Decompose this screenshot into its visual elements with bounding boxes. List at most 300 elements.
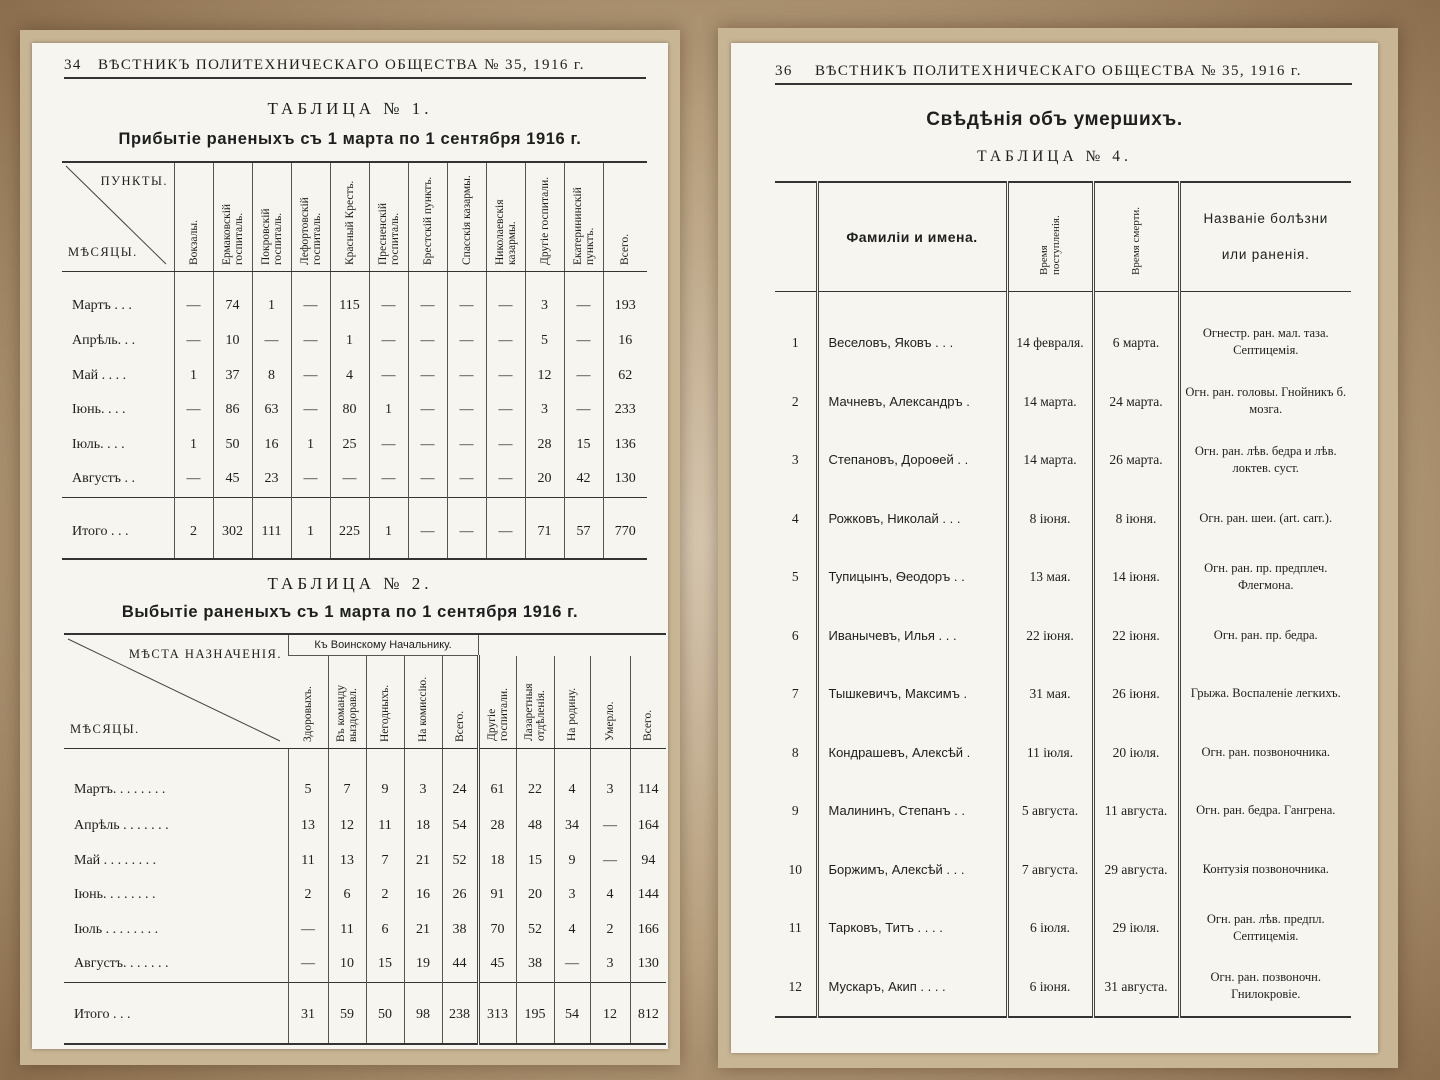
- table-cell: 195: [516, 982, 554, 1044]
- table-cell: —: [369, 324, 408, 359]
- table-cell: —: [590, 844, 630, 879]
- table-row: [775, 957, 1351, 1017]
- table-cell: —: [447, 428, 486, 463]
- cause-of-death: Контузія позвоночника.: [1179, 840, 1351, 899]
- table-cell: 16: [603, 324, 647, 359]
- header-cell: [775, 182, 817, 292]
- table4-header-row: [775, 182, 1351, 292]
- admit-date: 14 марта.: [1007, 431, 1093, 490]
- column-header: [447, 162, 486, 272]
- table-cell: —: [554, 947, 590, 982]
- header-cell: [1179, 182, 1351, 292]
- row-label: Апрѣль. . .: [72, 333, 136, 349]
- table-cell: 302: [213, 497, 252, 559]
- corner-label-top: ПУНКТЫ.: [100, 174, 168, 188]
- table-cell: —: [486, 324, 525, 359]
- table-cell: —: [408, 393, 447, 428]
- column-header: [328, 656, 366, 749]
- row-number: 2: [791, 393, 799, 409]
- table-cell: 2: [288, 878, 328, 913]
- total-row: [62, 497, 647, 559]
- table-cell: 12: [590, 982, 630, 1044]
- row-number: 7: [791, 686, 799, 702]
- cause-of-death: Огн. ран. головы. Гнойникъ б. мозга.: [1179, 372, 1351, 431]
- table-cell: 26: [442, 878, 478, 913]
- column-header: [213, 162, 252, 272]
- table-cell: 164: [630, 809, 666, 844]
- person-name: Боржимъ, Алексѣй . . .: [817, 840, 1007, 899]
- table-row: [62, 428, 647, 463]
- table-cell: 1: [291, 428, 330, 463]
- column-header-label: Всего.: [453, 710, 466, 742]
- person-name: Тарковъ, Титъ . . . .: [817, 899, 1007, 958]
- table-cell: 233: [603, 393, 647, 428]
- column-header-label: Лефортовскій госпиталь.: [298, 196, 323, 265]
- table-row: [64, 809, 666, 844]
- table-cell: —: [447, 497, 486, 559]
- table-cell: 111: [252, 497, 291, 559]
- row-label: Итого . . .: [62, 497, 174, 559]
- table-cell: —: [564, 272, 603, 325]
- corner-label-bottom: МѢСЯЦЫ.: [70, 721, 140, 736]
- table-row: [62, 462, 647, 497]
- table-cell: —: [408, 462, 447, 497]
- column-header-label: Покровскій госпиталь.: [259, 207, 284, 265]
- table-cell: 3: [525, 393, 564, 428]
- running-title: ВѢСТНИКЪ ПОЛИТЕХНИЧЕСКАГО ОБЩЕСТВА № 35, 1916 г.: [98, 57, 585, 73]
- column-header-label: Негодныхъ.: [379, 684, 391, 742]
- table-cell: 166: [630, 913, 666, 948]
- diagonal-header: [62, 164, 174, 270]
- table4-title: ТАБЛИЦА № 4.: [977, 148, 1132, 165]
- table-cell: 38: [442, 913, 478, 948]
- table-cell: 21: [404, 913, 442, 948]
- row-number: 12: [788, 978, 802, 994]
- col-name-header: Фамиліи и имена.: [846, 228, 978, 245]
- table-row: [775, 548, 1351, 607]
- table-cell: 62: [603, 359, 647, 394]
- table-cell: 4: [554, 913, 590, 948]
- row-number: 6: [791, 627, 799, 643]
- table-cell: 23: [252, 462, 291, 497]
- table-row: [64, 947, 666, 982]
- row-label: Май . . . .: [72, 367, 127, 383]
- table-cell: —: [252, 324, 291, 359]
- table-cell: —: [447, 462, 486, 497]
- person-name: Иванычевъ, Илья . . .: [817, 606, 1007, 665]
- table-cell: 91: [478, 878, 516, 913]
- row-label: Итого . . .: [64, 982, 288, 1044]
- table-cell: 86: [213, 393, 252, 428]
- table-cell: 3: [404, 749, 442, 810]
- cause-of-death: Огн. ран. лѣв. бедра и лѣв. локтев. суст.: [1179, 431, 1351, 490]
- table1-subtitle: Прибытіе раненыхъ съ 1 марта по 1 сентября 1916 г.: [118, 130, 582, 148]
- row-label: Іюль. . . .: [72, 436, 125, 452]
- table-cell: 5: [288, 749, 328, 810]
- total-row: [64, 982, 666, 1044]
- person-name: Малининъ, Степанъ . .: [817, 782, 1007, 841]
- row-number: 10: [788, 861, 802, 877]
- table-cell: 9: [366, 749, 404, 810]
- column-header: [516, 656, 554, 749]
- table-cell: 44: [442, 947, 478, 982]
- table-cell: 12: [525, 359, 564, 394]
- admit-date: 5 августа.: [1007, 782, 1093, 841]
- table-cell: 5: [525, 324, 564, 359]
- column-header-label: Другіе госпитали.: [485, 688, 510, 742]
- column-header: [590, 656, 630, 749]
- page-right: [731, 43, 1378, 1053]
- table-cell: —: [174, 324, 213, 359]
- table-cell: 37: [213, 359, 252, 394]
- page-number: 36: [775, 63, 793, 79]
- table-row: [775, 372, 1351, 431]
- admit-date: 11 іюля.: [1007, 723, 1093, 782]
- table-cell: 34: [554, 809, 590, 844]
- table-cell: 193: [603, 272, 647, 325]
- header-cell: [817, 182, 1007, 292]
- table-cell: 1: [252, 272, 291, 325]
- row-number: 9: [791, 803, 799, 819]
- column-header-label: Спасскія казармы.: [460, 174, 473, 265]
- corner-header-cell: [64, 634, 288, 749]
- table-cell: —: [408, 359, 447, 394]
- table-cell: —: [408, 324, 447, 359]
- column-header: [554, 656, 590, 749]
- table-row: [775, 431, 1351, 490]
- death-date: 26 іюня.: [1093, 665, 1179, 724]
- table-cell: 71: [525, 497, 564, 559]
- table-cell: 12: [328, 809, 366, 844]
- table-row: [64, 844, 666, 879]
- column-header-label: Пресненскій госпиталь.: [376, 202, 401, 265]
- table-cell: —: [174, 272, 213, 325]
- header-spacer: [478, 634, 666, 656]
- table-cell: 25: [330, 428, 369, 463]
- column-header-label: На комиссію.: [417, 676, 429, 742]
- table-cell: —: [486, 497, 525, 559]
- person-name: Мачневъ, Александръ .: [817, 372, 1007, 431]
- col-cause-header-1: Названіе болѣзни: [1203, 211, 1329, 226]
- table-cell: 54: [442, 809, 478, 844]
- admit-date: 6 іюля.: [1007, 899, 1093, 958]
- table-cell: 42: [564, 462, 603, 497]
- table-cell: 4: [330, 359, 369, 394]
- table-cell: 20: [516, 878, 554, 913]
- page-number: 34: [64, 57, 82, 73]
- table-cell: —: [564, 393, 603, 428]
- table-cell: 1: [369, 497, 408, 559]
- death-date: 14 іюня.: [1093, 548, 1179, 607]
- table-cell: —: [369, 428, 408, 463]
- column-header-label: Николаевскія казармы.: [493, 198, 518, 265]
- admit-date: 8 іюня.: [1007, 489, 1093, 548]
- table-row: [775, 840, 1351, 899]
- table-cell: 11: [366, 809, 404, 844]
- row-number: 1: [791, 334, 799, 350]
- table-cell: —: [408, 272, 447, 325]
- column-header: [525, 162, 564, 272]
- table-cell: —: [590, 809, 630, 844]
- table-cell: —: [486, 393, 525, 428]
- table-cell: 8: [252, 359, 291, 394]
- column-header-label: На родину.: [566, 688, 579, 742]
- table-cell: 15: [516, 844, 554, 879]
- column-header: [486, 162, 525, 272]
- cause-of-death: Огн. ран. позвоночн. Гнилокровіе.: [1179, 957, 1351, 1017]
- table-row: [64, 913, 666, 948]
- column-header: [442, 656, 478, 749]
- column-header-label: Лазаретныя отдѣленія.: [523, 683, 548, 742]
- table-cell: 13: [288, 809, 328, 844]
- table-cell: —: [288, 913, 328, 948]
- row-label: Августъ . .: [72, 471, 136, 487]
- table-cell: 136: [603, 428, 647, 463]
- table-cell: 24: [442, 749, 478, 810]
- table-cell: —: [291, 324, 330, 359]
- column-header: [404, 656, 442, 749]
- person-name: Рожковъ, Николай . . .: [817, 489, 1007, 548]
- admit-date: 14 марта.: [1007, 372, 1093, 431]
- row-number: 11: [788, 920, 802, 936]
- cause-of-death: Огн. ран. лѣв. предпл. Септицемія.: [1179, 899, 1351, 958]
- row-number: 8: [791, 744, 799, 760]
- column-header: [366, 656, 404, 749]
- column-header-label: Всего.: [619, 233, 632, 265]
- col-death-header: Время смерти.: [1130, 206, 1142, 275]
- table-cell: 130: [603, 462, 647, 497]
- table-row: [775, 723, 1351, 782]
- row-label: Мартъ. . . . . . . .: [74, 782, 166, 797]
- column-header: [288, 656, 328, 749]
- table-cell: 50: [366, 982, 404, 1044]
- running-header: [775, 57, 1352, 85]
- table-row: [64, 749, 666, 810]
- table-cell: 1: [174, 428, 213, 463]
- table-cell: —: [369, 272, 408, 325]
- table-cell: 54: [554, 982, 590, 1044]
- row-number: 5: [791, 569, 799, 585]
- column-header-label: Здоровыхъ.: [301, 685, 314, 742]
- col-cause-header-2: или раненія.: [1221, 247, 1310, 262]
- table-cell: 74: [213, 272, 252, 325]
- column-header: [330, 162, 369, 272]
- row-label: Апрѣль . . . . . . .: [74, 818, 169, 834]
- table-cell: 770: [603, 497, 647, 559]
- table-cell: 52: [516, 913, 554, 948]
- table-cell: 80: [330, 393, 369, 428]
- table-row: [62, 393, 647, 428]
- column-header-label: Другіе госпитали.: [538, 176, 551, 265]
- table-cell: 98: [404, 982, 442, 1044]
- table-cell: —: [447, 272, 486, 325]
- table-cell: 15: [564, 428, 603, 463]
- table-cell: 144: [630, 878, 666, 913]
- table-cell: —: [291, 359, 330, 394]
- corner-label-bottom: МѢСЯЦЫ.: [68, 245, 138, 259]
- table-cell: —: [291, 272, 330, 325]
- table-cell: —: [291, 462, 330, 497]
- table-cell: —: [564, 359, 603, 394]
- table-cell: 225: [330, 497, 369, 559]
- table-cell: 4: [590, 878, 630, 913]
- table-cell: 2: [590, 913, 630, 948]
- admit-date: 13 мая.: [1007, 548, 1093, 607]
- corner-header-cell: [62, 162, 174, 272]
- table-cell: 20: [525, 462, 564, 497]
- cause-of-death: Огн. ран. бедра. Гангрена.: [1179, 782, 1351, 841]
- column-header-label: Брестскій пунктъ.: [421, 176, 434, 265]
- table-cell: 70: [478, 913, 516, 948]
- table-cell: 28: [525, 428, 564, 463]
- death-date: 26 марта.: [1093, 431, 1179, 490]
- table-cell: —: [486, 359, 525, 394]
- table-cell: 114: [630, 749, 666, 810]
- person-name: Веселовъ, Яковъ . . .: [817, 292, 1007, 373]
- table-cell: 21: [404, 844, 442, 879]
- death-date: 29 іюля.: [1093, 899, 1179, 958]
- table-cell: 10: [213, 324, 252, 359]
- table1: [62, 161, 647, 560]
- table-cell: 57: [564, 497, 603, 559]
- death-date: 11 августа.: [1093, 782, 1179, 841]
- death-date: 24 марта.: [1093, 372, 1179, 431]
- table-cell: 3: [590, 749, 630, 810]
- table-cell: 238: [442, 982, 478, 1044]
- table-cell: 3: [525, 272, 564, 325]
- table-row: [62, 324, 647, 359]
- col-admit-header: Время поступленія.: [1038, 215, 1062, 275]
- person-name: Тупицынъ, Ѳеодоръ . .: [817, 548, 1007, 607]
- table-cell: 13: [328, 844, 366, 879]
- column-header: [252, 162, 291, 272]
- column-header: [478, 656, 516, 749]
- death-date: 31 августа.: [1093, 957, 1179, 1017]
- table-row: [775, 899, 1351, 958]
- table-cell: 4: [554, 749, 590, 810]
- table-cell: 3: [554, 878, 590, 913]
- row-number: 4: [791, 510, 799, 526]
- table-cell: 2: [366, 878, 404, 913]
- death-date: 6 марта.: [1093, 292, 1179, 373]
- table-cell: 3: [590, 947, 630, 982]
- table-cell: 31: [288, 982, 328, 1044]
- column-header-label: Въ команду выздоравл.: [335, 684, 359, 742]
- table-cell: 11: [328, 913, 366, 948]
- row-label: Іюнь. . . . . . . .: [74, 887, 156, 903]
- column-header: [291, 162, 330, 272]
- header-cell: [1093, 182, 1179, 292]
- table2: [64, 633, 666, 1045]
- column-header: [564, 162, 603, 272]
- table-cell: —: [174, 462, 213, 497]
- cause-of-death: Огн. ран. пр. предплеч. Флегмона.: [1179, 548, 1351, 607]
- column-header-label: Вокзалы.: [187, 219, 200, 265]
- column-header: [408, 162, 447, 272]
- column-header-label: Екатерининскій пунктъ.: [571, 186, 596, 265]
- table-cell: —: [369, 359, 408, 394]
- table-cell: 2: [174, 497, 213, 559]
- table-cell: 16: [404, 878, 442, 913]
- table-row: [775, 606, 1351, 665]
- table2-header-row: [64, 634, 666, 656]
- table-cell: —: [486, 272, 525, 325]
- person-name: Тышкевичъ, Максимъ .: [817, 665, 1007, 724]
- row-label: Августъ. . . . . . .: [74, 956, 169, 972]
- row-number: 3: [791, 452, 799, 468]
- table-cell: 18: [478, 844, 516, 879]
- person-name: Степановъ, Дороѳей . .: [817, 431, 1007, 490]
- table-cell: —: [447, 359, 486, 394]
- cause-of-death: Огн. ран. позвоночника.: [1179, 723, 1351, 782]
- table-cell: —: [564, 324, 603, 359]
- death-date: 29 августа.: [1093, 840, 1179, 899]
- table-cell: 63: [252, 393, 291, 428]
- person-name: Мускаръ, Акип . . . .: [817, 957, 1007, 1017]
- table-row: [775, 489, 1351, 548]
- table-cell: 6: [366, 913, 404, 948]
- cause-of-death: Огнестр. ран. мал. таза. Септицемія.: [1179, 292, 1351, 373]
- column-header-label: Умерло.: [604, 701, 617, 742]
- table-cell: —: [447, 324, 486, 359]
- table-row: [775, 665, 1351, 724]
- section-heading: Свѣдѣнія объ умершихъ.: [926, 109, 1183, 130]
- table-cell: —: [408, 428, 447, 463]
- header-cell: [1007, 182, 1093, 292]
- table-cell: 48: [516, 809, 554, 844]
- running-header: [64, 51, 646, 79]
- table-cell: —: [486, 428, 525, 463]
- admit-date: 7 августа.: [1007, 840, 1093, 899]
- admit-date: 6 іюня.: [1007, 957, 1093, 1017]
- table2-subtitle: Выбытіе раненыхъ съ 1 марта по 1 сентября 1916 г.: [121, 603, 579, 621]
- table-cell: 7: [366, 844, 404, 879]
- table-cell: 45: [213, 462, 252, 497]
- column-header-label: Красный Крестъ.: [343, 180, 356, 265]
- column-header: [603, 162, 647, 272]
- column-header: [369, 162, 408, 272]
- table-cell: 50: [213, 428, 252, 463]
- admit-date: 14 февраля.: [1007, 292, 1093, 373]
- table-cell: 6: [328, 878, 366, 913]
- table-cell: —: [330, 462, 369, 497]
- table-cell: 19: [404, 947, 442, 982]
- column-header-label: Ермаковскій госпиталь.: [220, 203, 245, 265]
- diagonal-header: [64, 637, 288, 747]
- table-cell: 15: [366, 947, 404, 982]
- table-cell: —: [369, 462, 408, 497]
- group-header: Къ Воинскому Начальнику.: [288, 634, 478, 656]
- table-cell: 22: [516, 749, 554, 810]
- row-label: Мартъ . . .: [72, 298, 132, 313]
- table-cell: 28: [478, 809, 516, 844]
- running-title: ВѢСТНИКЪ ПОЛИТЕХНИЧЕСКАГО ОБЩЕСТВА № 35, 1916 г.: [815, 63, 1302, 79]
- table-cell: —: [288, 947, 328, 982]
- table-cell: 59: [328, 982, 366, 1044]
- death-date: 20 іюля.: [1093, 723, 1179, 782]
- row-label: Май . . . . . . . .: [74, 852, 157, 868]
- table-cell: 38: [516, 947, 554, 982]
- table1-title: ТАБЛИЦА № 1.: [267, 99, 433, 118]
- table-cell: 812: [630, 982, 666, 1044]
- admit-date: 31 мая.: [1007, 665, 1093, 724]
- table-row: [62, 359, 647, 394]
- table4: [775, 181, 1351, 1018]
- table-cell: 115: [330, 272, 369, 325]
- table-cell: —: [408, 497, 447, 559]
- table-cell: 10: [328, 947, 366, 982]
- table2-title: ТАБЛИЦА № 2.: [267, 574, 433, 593]
